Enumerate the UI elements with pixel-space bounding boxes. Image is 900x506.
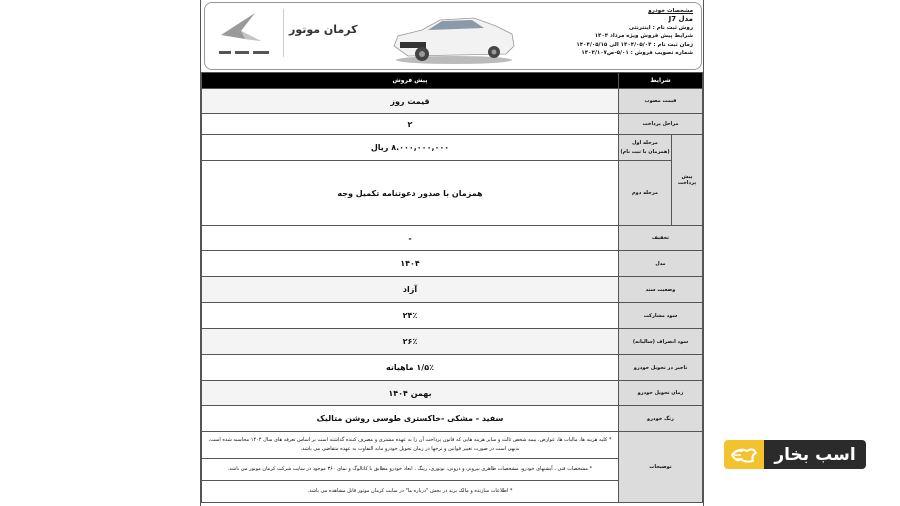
row-label: تاخیر در تحویل خودرو	[619, 355, 703, 381]
specs-title: مشخصات خودرو	[648, 8, 693, 14]
table-row	[202, 251, 703, 277]
brand-name: کرمان موتور	[289, 23, 358, 36]
table-row	[202, 381, 703, 406]
row-label: مرحله دوم	[619, 161, 672, 226]
row-label	[619, 135, 672, 161]
row-value: ۲۶٪	[202, 329, 619, 355]
row-value: آزاد	[202, 277, 619, 303]
watermark-text: اسب بخار	[764, 440, 866, 469]
header-label: شرایط	[619, 73, 703, 89]
row-label: زمان تحویل خودرو	[619, 381, 703, 406]
registration-time: زمان ثبت نام : ۱۴۰۴/۰۵/۰۴ الی ۱۴۰۴/۰۵/۱۵	[576, 41, 693, 48]
row-label: سود انصراف (سالیانه)	[619, 329, 703, 355]
row-label: مدل	[619, 251, 703, 277]
row-value: ۲۴٪	[202, 303, 619, 329]
row-label-main: مرحله اول	[632, 139, 658, 146]
table-header-row	[202, 73, 703, 89]
row-value: بهمن ۱۴۰۴	[202, 381, 619, 406]
row-value: -	[202, 226, 619, 251]
table-row	[202, 355, 703, 381]
horse-logo-icon	[724, 440, 764, 469]
table-row	[202, 277, 703, 303]
row-label-group: پیش پرداخت	[672, 135, 703, 226]
notes-row	[202, 432, 703, 459]
vehicle-specs	[576, 7, 693, 57]
row-label: تخفیف	[619, 226, 703, 251]
car-image	[388, 8, 518, 66]
table-row	[202, 161, 703, 226]
row-label: قیمت مصوب	[619, 89, 703, 114]
logo-divider	[283, 9, 284, 57]
notes-label: توضیحات	[619, 432, 703, 503]
row-value: سفید - مشکی -خاکستری طوسی روشن متالیک	[202, 406, 619, 432]
row-label: سود مشارکت	[619, 303, 703, 329]
row-label: مراحل پرداخت	[619, 114, 703, 135]
table-row	[202, 114, 703, 135]
row-value: همزمان با صدور دعوتنامه تکمیل وجه	[202, 161, 619, 226]
row-label: وضعیت سند	[619, 277, 703, 303]
header-value: پیش فروش	[202, 73, 619, 89]
approval-number: شماره تصویب فروش : ۵/۰۱-ص۱۴۰۴/۱۰۷	[581, 50, 693, 57]
table-row	[202, 406, 703, 432]
table-row	[202, 226, 703, 251]
row-label: رنگ خودرو	[619, 406, 703, 432]
row-value: ۸.۰۰۰,۰۰۰,۰۰۰ ریال	[202, 135, 619, 161]
row-value: ۲	[202, 114, 619, 135]
note-item: * کلیه هزینه ها، مالیات ها، عوارض، بیمه شخص ثالث و سایر هزینه هایی که قانون پرداخت آن را به عهده مشتری و مصرف کننده گذاشته است بر اساس تعرفه های سال ۱۴۰۴ محاسبه شده است، بدیهی است در صورت تغییر قوانین و نرخها در زمان تحویل خودرو مابه التفاوت به عهده متقاضی می باشد.	[202, 432, 619, 459]
table-row	[202, 89, 703, 114]
registration-method: روش ثبت نام : اینترنتی	[628, 24, 693, 31]
note-item: * مشخصات فنی ، آپشنهای خودرو، مشخصات ظاهری بیرونی و درونی، نوتوزی، رینگ ، ابعاد خودرو مطابق با کاتالوگ و نمای ۳۶۰ موجود در سایت شرکت کرمان موتور می باشد.	[202, 459, 619, 481]
table-row	[202, 135, 703, 161]
row-label-sub: (همزمان با ثبت نام)	[620, 148, 670, 155]
watermark-badge	[724, 440, 866, 469]
kmc-logo-icon	[215, 9, 277, 61]
model-name: مدل J7	[668, 15, 693, 24]
note-item: * اطلاعات سازنده و مالک برند در بخش "درباره ما" در سایت کرمان موتور قابل مشاهده می باشد.	[202, 481, 619, 503]
price-list-document	[200, 0, 704, 506]
row-value: ۱۴۰۴	[202, 251, 619, 277]
table-row	[202, 329, 703, 355]
document-header	[204, 2, 702, 70]
row-value: قیمت روز	[202, 89, 619, 114]
conditions-table	[201, 72, 703, 503]
row-value: ۱/۵٪ ماهیانه	[202, 355, 619, 381]
sale-conditions: شرایط پیش فروش ویژه مرداد ۱۴۰۴	[594, 33, 693, 40]
table-row	[202, 303, 703, 329]
